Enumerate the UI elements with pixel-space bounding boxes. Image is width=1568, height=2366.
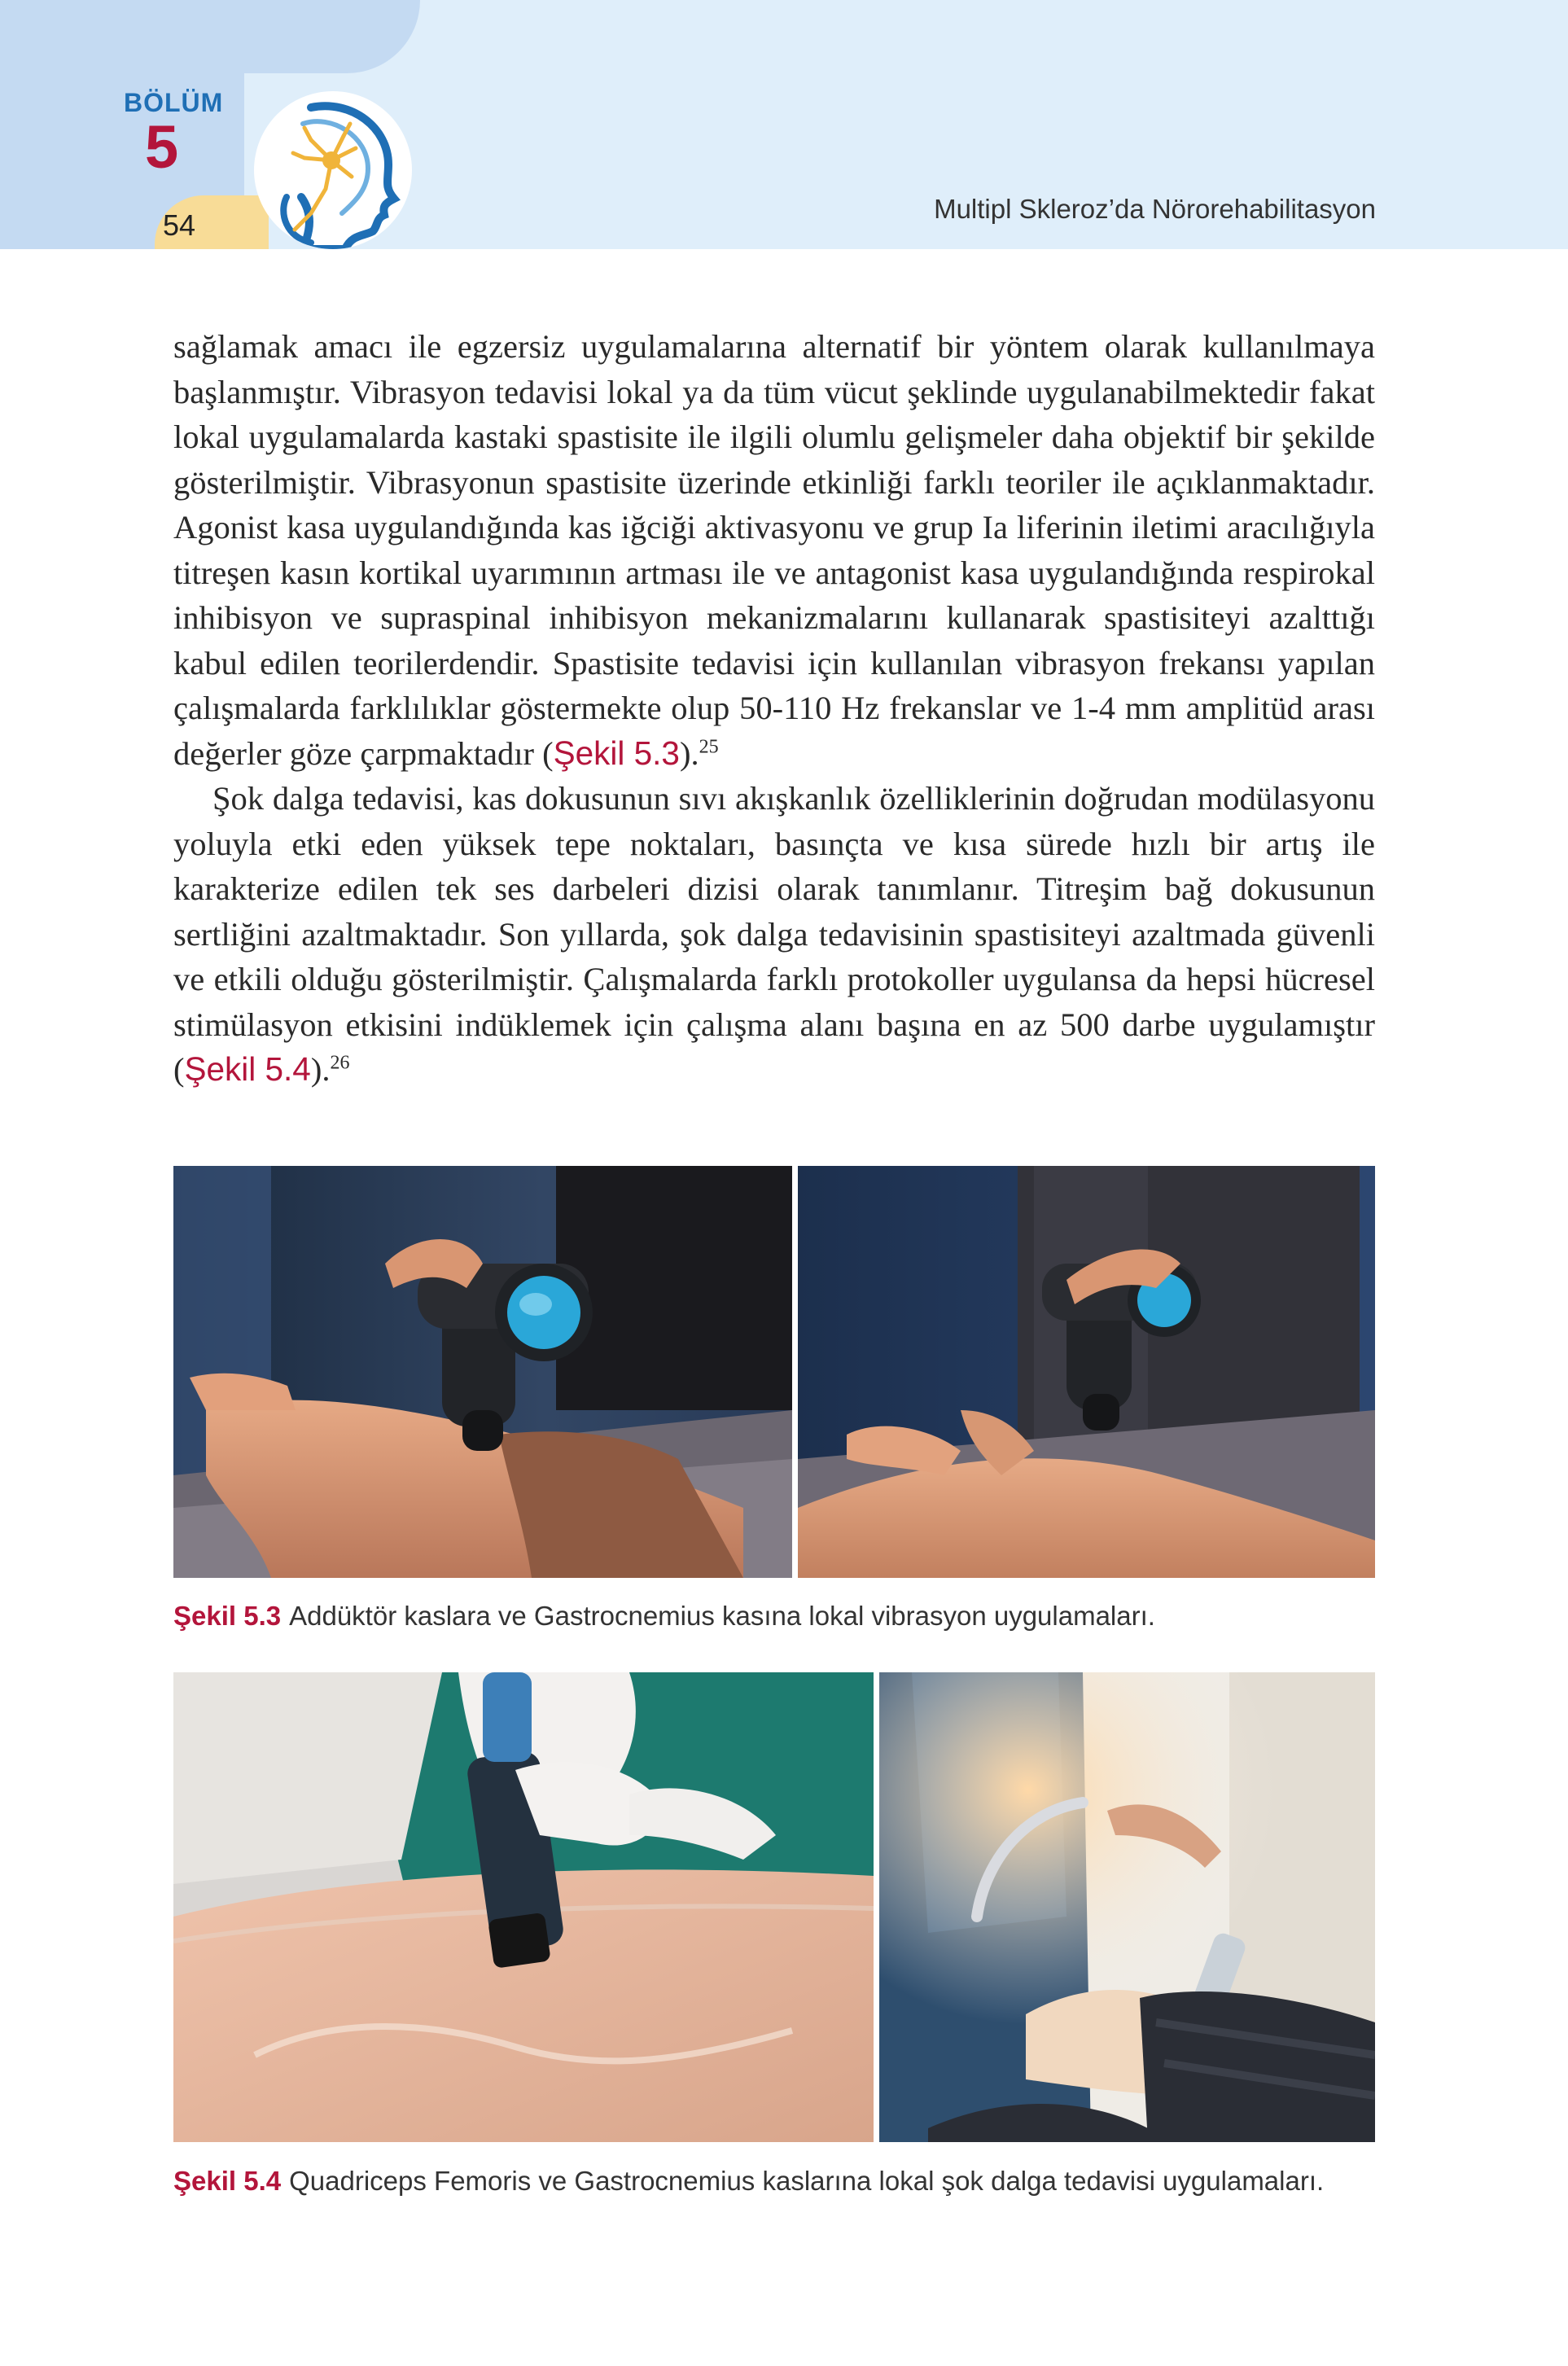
figure-5-3-caption [173, 1601, 1155, 1632]
paragraph-2 [173, 776, 1375, 1093]
caption-text: Addüktör kaslara ve Gastrocnemius kasına lokal vibrasyon uygulamaları. [289, 1601, 1155, 1631]
chapter-number: 5 [145, 113, 179, 181]
figure-5-3-photo-right [798, 1166, 1375, 1578]
figure-reference-link[interactable]: Şekil 5.3 [553, 734, 680, 772]
figure-5-4-caption [173, 2166, 1324, 2197]
running-title: Multipl Skleroz’da Nörorehabilitasyon [934, 194, 1376, 224]
chapter-label: BÖLÜM [124, 88, 224, 117]
citation-superscript: 25 [699, 736, 719, 757]
citation-superscript: 26 [330, 1052, 350, 1074]
header-corner-tab [0, 0, 420, 73]
figure-label: Şekil 5.3 [173, 1601, 282, 1631]
figure-5-4-photo-left [173, 1672, 874, 2142]
figure-5-4-photo-right [879, 1672, 1375, 2142]
figure-5-3-photo-left [173, 1166, 792, 1578]
caption-text: Quadriceps Femoris ve Gastrocnemius kaslarına lokal şok dalga tedavisi uygulamaları. [289, 2166, 1325, 2196]
paragraph-closing: ). [679, 734, 699, 772]
body-text [173, 324, 1375, 1093]
paragraph-closing: ). [310, 1051, 331, 1088]
paragraph-text: Şok dalga tedavisi, kas dokusunun sıvı akışkanlık özelliklerinin doğrudan modülasyonu yoluyla etki eden yüksek tepe noktaları, basınçta ve kısa sürede hızlı bir artış ile karakterize edilen tek ses darbeleri dizisi olarak tanımlanır. Titreşim bağ dokusunun sertliğini azaltmaktadır. Son yıllarda, şok dalga tedavisinin spastisiteyi azaltmada güvenli ve etkili olduğu gösterilmiştir. Çalışmalarda farklı protokoller uygulansa da hepsi hücresel stimülasyon etkisini indüklemek için çalışma alanı başına en az 500 darbe uygulamıştır ( [173, 780, 1375, 1088]
neuron-head-icon [254, 91, 412, 249]
figure-reference-link[interactable]: Şekil 5.4 [184, 1050, 311, 1088]
figure-label: Şekil 5.4 [173, 2166, 282, 2196]
page-number: 54 [163, 208, 196, 242]
paragraph-1 [173, 324, 1375, 776]
paragraph-text: sağlamak amacı ile egzersiz uygulamalarına alternatif bir yöntem olarak kullanılmaya başlanmıştır. Vibrasyon tedavisi lokal ya da tüm vücut şeklinde uygulanabilmektedir fakat lokal uygulamalarda kastaki spastisite ile ilgili olumlu gelişmeler daha objektif bir şekilde gösterilmiştir. Vibrasyonun spastisite üzerinde etkinliği farklı teoriler ile açıklanmaktadır. Agonist kasa uygulandığında kas iğciği aktivasyonu ve grup Ia liferinin iletimi aracılığıyla titreşen kasın kortikal uyarımının artması ile ve antagonist kasa uygulandığında respirokal inhibisyon ve supraspinal inhibisyon mekanizmalarını kullanarak spastisiteyi azalttığı kabul edilen teorilerdendir. Spastisite tedavisi için kullanılan vibrasyon frekansı yapılan çalışmalarda farklılıklar göstermekte olup 50-110 Hz frekanslar ve 1-4 mm amplitüd arası değerler göze çarpmaktadır ( [173, 328, 1375, 772]
